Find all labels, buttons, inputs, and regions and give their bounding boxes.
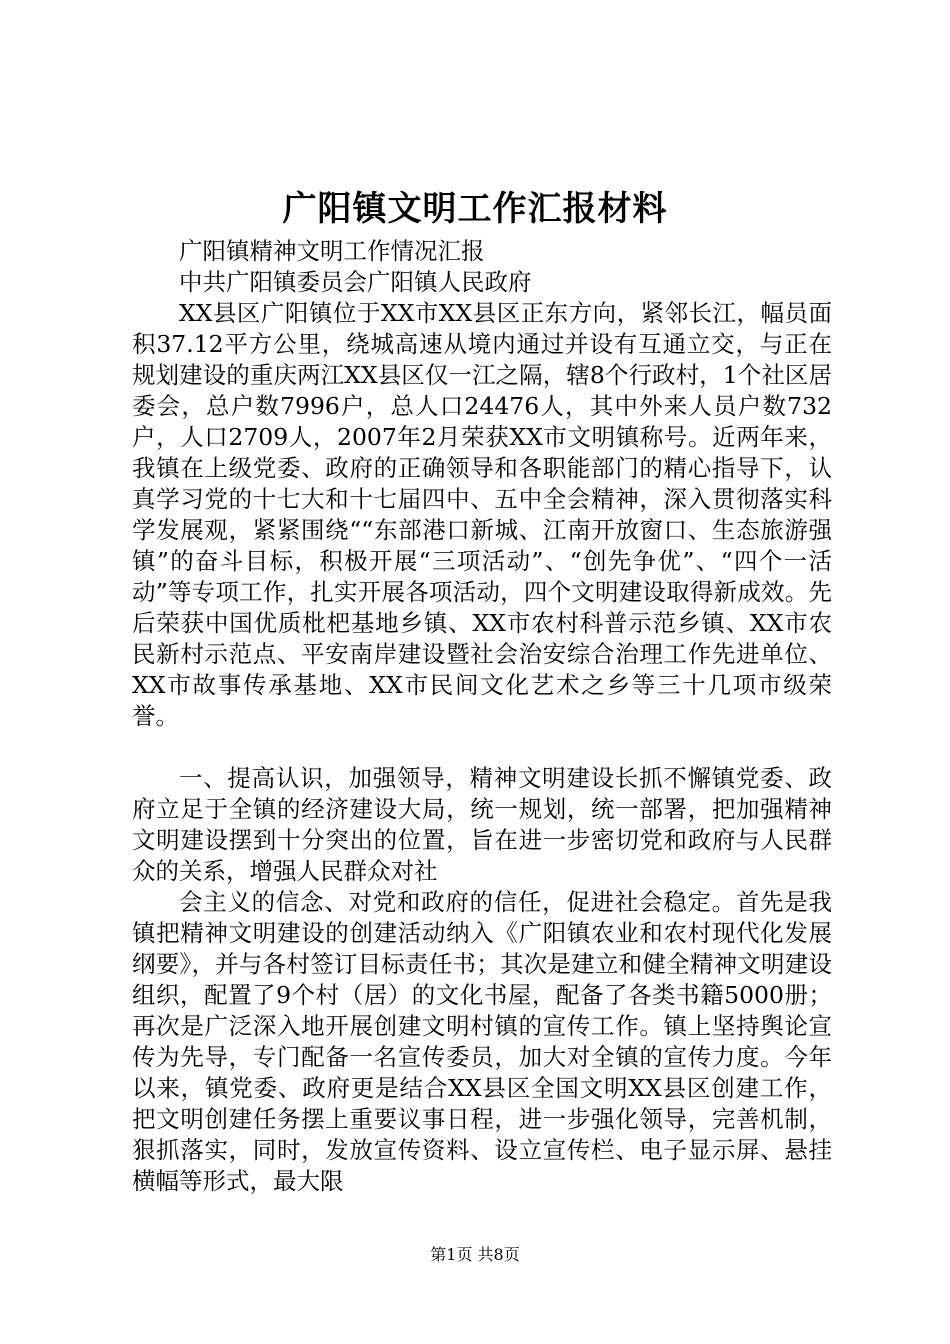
paragraph-section-one: 一、提高认识，加强领导，精神文明建设长抓不懈镇党委、政府立足于全镇的经济建设大局，统一规划，统一部署，把加强精神文明建设摆到十分突出的位置，旨在进一步密切党和政府与人民群众的关系，增强人民群众对社 — [132, 764, 832, 885]
paragraph-section-one-continued: 会主义的信念、对党和政府的信任，促进社会稳定。首先是我镇把精神文明建设的创建活动纳入《广阳镇农业和农村现代化发展纲要》，并与各村签订目标责任书；其次是建立和健全精神文明建设组织，配置了9个村（居）的文化书屋，配备了各类书籍5000册；再次是广泛深入地开展创建文明村镇的宣传工作。镇上坚持舆论宣传为先导，专门配备一名宣传委员，加大对全镇的宣传力度。今年以来，镇党委、政府更是结合XX县区全国文明XX县区创建工作，把文明创建任务摆上重要议事日程，进一步强化领导，完善机制，狠抓落实，同时，发放宣传资料、设立宣传栏、电子显示屏、悬挂横幅等形式，最大限 — [132, 888, 832, 1195]
document-author: 中共广阳镇委员会广阳镇人民政府 — [179, 268, 532, 296]
page-number-footer: 第1页 共8页 — [430, 1245, 520, 1264]
document-title: 广阳镇文明工作汇报材料 — [282, 189, 668, 229]
paragraph-intro: XX县区广阳镇位于XX市XX县区正东方向，紧邻长江，幅员面积37.12平方公里，绕城高速从境内通过并设有互通立交，与正在规划建设的重庆两江XX县区仅一江之隔，辖8个行政村，1个社区居委会，总户数7996户，总人口24476人，其中外来人员户数732户，人口2709人，2007年2月荣获XX市文明镇称号。近两年来，我镇在上级党委、政府的正确领导和各职能部门的精心指导下，认真学习党的十七大和十七届四中、五中全会精神，深入贯彻落实科学发展观，紧紧围绕““东部港口新城、江南开放窗口、生态旅游强镇”的奋斗目标，积极开展“三项活动”、“创先争优”、“四个一活动”等专项工作，扎实开展各项活动，四个文明建设取得新成效。先后荣获中国优质枇杷基地乡镇、XX市农村科普示范乡镇、XX市农民新村示范点、平安南岸建设暨社会治安综合治理工作先进单位、XX市故事传承基地、XX市民间文化艺术之乡等三十几项市级荣誉。 — [132, 299, 832, 730]
document-subtitle: 广阳镇精神文明工作情况汇报 — [179, 237, 485, 265]
document-body — [132, 236, 832, 1197]
